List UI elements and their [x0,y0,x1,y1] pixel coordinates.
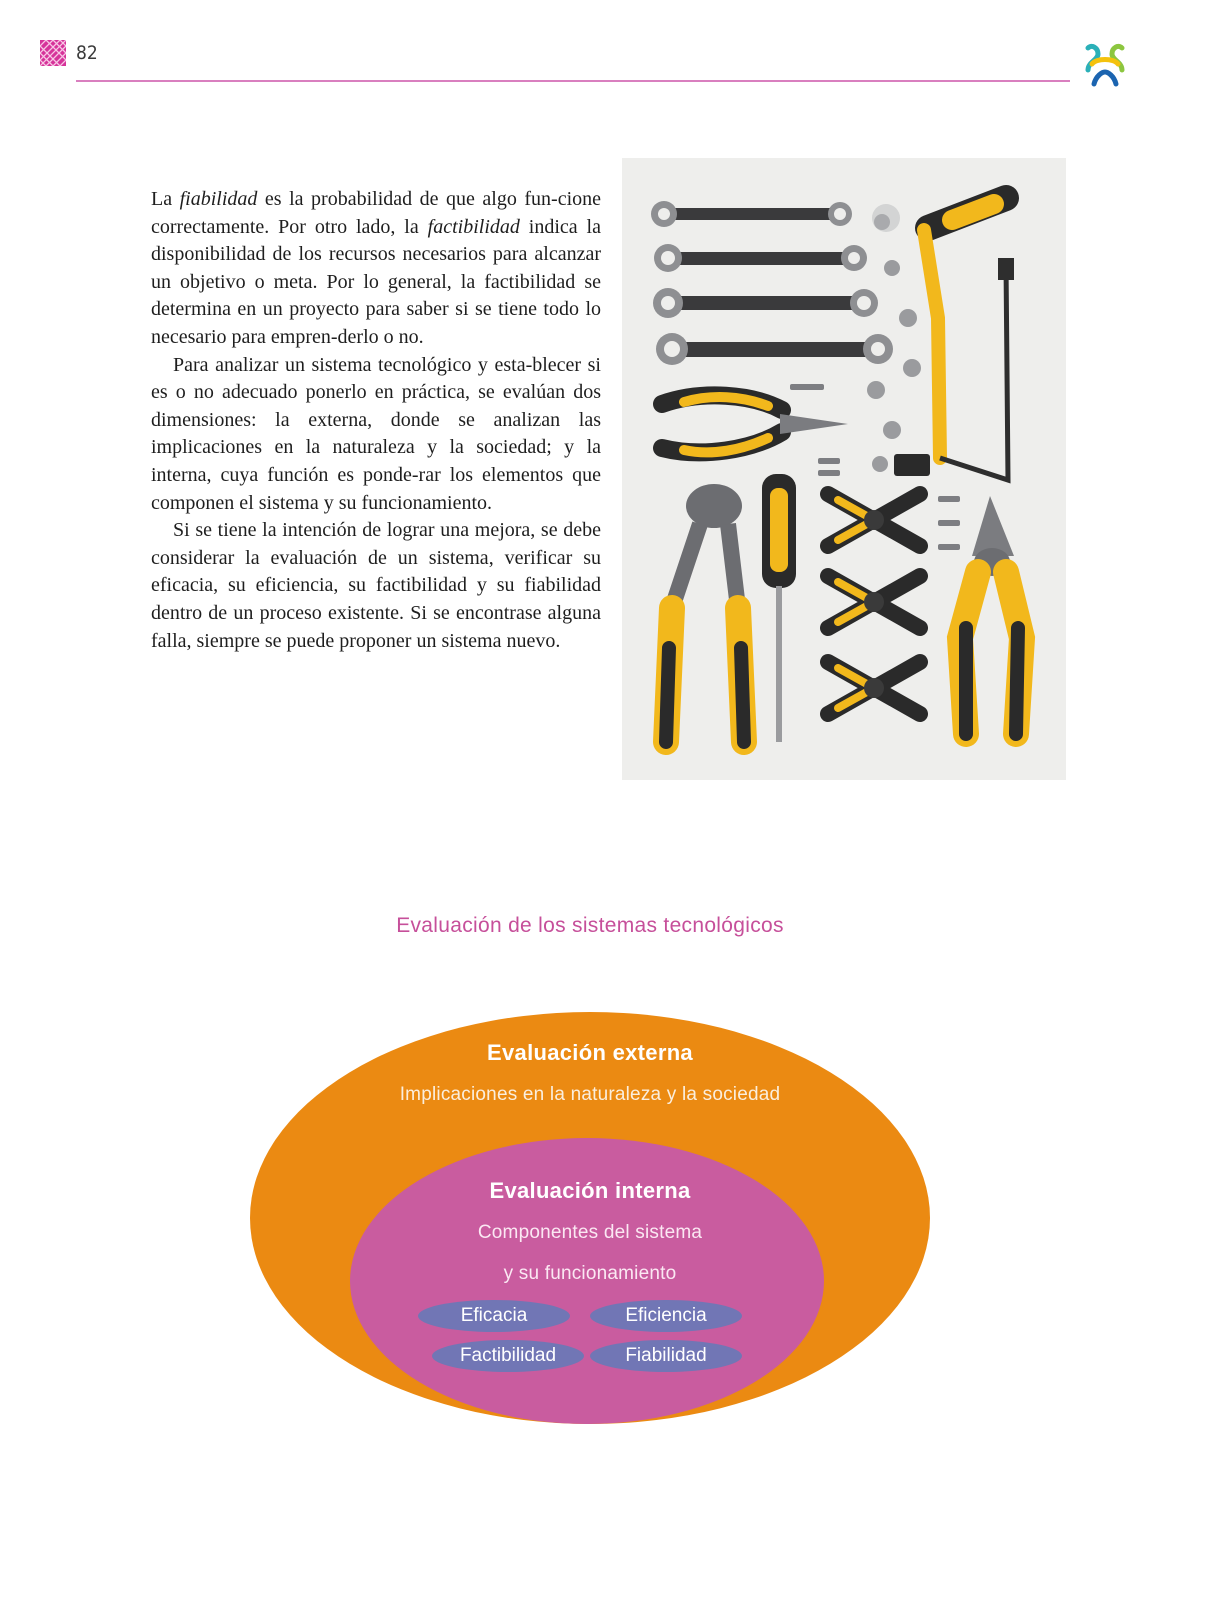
internal-evaluation-heading: Evaluación interna [489,1178,691,1203]
header-rule [76,80,1070,82]
external-evaluation-text: Implicaciones en la naturaleza y la sociedad [399,1084,781,1105]
pill-fiabilidad: Fiabilidad [590,1340,742,1372]
series-logo-icon [1082,40,1128,88]
diagram-title: Evaluación de los sistemas tecnológicos [396,914,784,937]
tools-photo [622,158,1066,780]
term-fiabilidad: fiabilidad [179,188,258,210]
internal-evaluation-text-1: Componentes del sistema [477,1222,703,1243]
pill-factibilidad: Factibilidad [432,1340,584,1372]
paragraph-improvement: Si se tiene la intención de lograr una mejora, se debe considerar la evaluación de un sistema, verificar su eficacia, su eficiencia, su factibilidad y su fiabilidad dentro de un proceso existente. Si se encontrase alguna falla, siempre se puede proponer un sistema nuevo. [151,519,601,652]
pill-eficacia: Eficacia [418,1300,570,1332]
paragraph-dimensions: Para analizar un sistema tecnológico y esta-blecer si es o no adecuado ponerlo en práctica, se evalúan dos dimensiones: la externa, donde se analizan las implicaciones en la naturaleza y la sociedad; y la interna, cuya función es ponde-rar los elementos que componen el sistema y su funcionamiento. [151,353,601,514]
term-factibilidad: factibilidad [427,215,520,238]
evaluation-diagram [250,1012,930,1424]
body-text [151,186,601,655]
internal-evaluation-text-2: y su funcionamiento [503,1263,677,1284]
page-number: 82 [76,42,98,64]
pill-eficiencia: Eficiencia [590,1300,742,1332]
external-evaluation-heading: Evaluación externa [487,1040,693,1065]
header-pattern-icon [40,40,66,66]
paragraph-definitions: La fiabilidad es la probabilidad de que algo fun-cione correctamente. Por otro lado, la factibilidad indica la disponibilidad de los recursos necesarios para alcanzar un objetivo o meta. Por lo general, la factibilidad se determina en un proyecto para saber si se tiene todo lo necesario para empren-derlo o no. [151,188,601,348]
